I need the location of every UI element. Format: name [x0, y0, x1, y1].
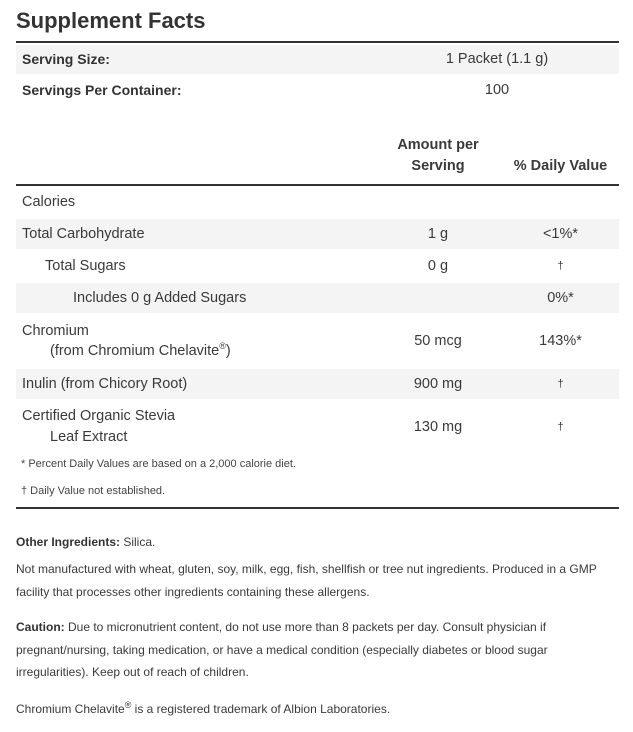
- column-header-row: [16, 135, 619, 181]
- trademark-notice: Chromium Chelavite® is a registered trademark of Albion Laboratories.: [16, 700, 391, 716]
- nutrient-daily-value: †: [557, 421, 564, 433]
- amount-per-serving-header: [374, 135, 502, 177]
- nutrient-name: Total Carbohydrate: [22, 226, 145, 242]
- nutrient-name: Includes 0 g Added Sugars: [73, 290, 247, 306]
- nutrient-daily-value: 0%*: [547, 290, 574, 306]
- nutrient-name: Chromium: [22, 323, 89, 339]
- nutrient-daily-value: 143%*: [539, 333, 582, 349]
- serving-size-value: 1 Packet (1.1 g): [445, 51, 549, 67]
- header-rule: [16, 184, 619, 186]
- nutrient-row: [16, 316, 619, 366]
- nutrient-amount: 1 g: [427, 226, 449, 242]
- registered-mark: ®: [124, 700, 132, 710]
- footnote-daily-value-not-established: † Daily Value not established.: [21, 485, 166, 497]
- caution-label: Caution:: [16, 620, 65, 634]
- servings-per-container-row: [16, 76, 619, 105]
- registered-mark: ®: [219, 341, 226, 352]
- amount-header-line1: Amount per: [397, 137, 479, 153]
- nutrient-row: [16, 219, 619, 249]
- serving-size-row: [16, 45, 619, 74]
- servings-per-container-label: Servings Per Container:: [22, 82, 182, 98]
- nutrient-source: (from Chromium Chelavite®): [50, 341, 231, 359]
- nutrient-amount: 130 mg: [413, 419, 463, 435]
- nutrient-row: [16, 401, 619, 451]
- nutrient-daily-value: <1%*: [542, 226, 579, 242]
- other-ingredients-text: Silica.: [120, 535, 156, 549]
- nutrient-amount: 0 g: [427, 258, 449, 274]
- nutrient-name: Calories: [22, 194, 76, 210]
- nutrient-amount: 50 mcg: [414, 333, 462, 349]
- nutrient-row: [16, 283, 619, 313]
- footnote-percent-daily-value: * Percent Daily Values are based on a 2,000 calorie diet.: [21, 458, 296, 470]
- caution-statement: [16, 616, 616, 684]
- nutrient-amount: 900 mg: [413, 376, 463, 392]
- other-ingredients: [16, 531, 616, 554]
- other-ingredients-label: Other Ingredients:: [16, 535, 121, 549]
- nutrient-row: [16, 369, 619, 399]
- allergen-statement: Not manufactured with wheat, gluten, soy, milk, egg, fish, shellfish or tree nut ingredients. Produced in a GMP facility that processes other ingredients containing these allergens.: [16, 562, 597, 599]
- nutrient-row: [16, 187, 619, 217]
- nutrient-daily-value: †: [557, 260, 564, 272]
- title-rule: [16, 41, 619, 43]
- nutrient-source: Leaf Extract: [50, 429, 128, 445]
- panel-title: Supplement Facts: [16, 8, 206, 33]
- nutrient-name: Total Sugars: [45, 258, 126, 274]
- serving-size-label: Serving Size:: [22, 51, 110, 67]
- nutrient-daily-value: †: [557, 378, 564, 390]
- daily-value-header: % Daily Value: [513, 158, 608, 174]
- amount-header-line2: Serving: [411, 158, 465, 174]
- servings-per-container-value: 100: [484, 82, 510, 98]
- caution-text: Due to micronutrient content, do not use more than 8 packets per day. Consult physician if pregnant/nursing, taking medication, or have a medical condition (especially diabetes or blood sugar irregularities). Keep out of reach of children.: [16, 620, 548, 679]
- nutrient-name: Certified Organic Stevia: [22, 408, 176, 424]
- nutrient-row: [16, 251, 619, 281]
- panel-bottom-rule: [16, 507, 619, 509]
- nutrient-name: Inulin (from Chicory Root): [22, 376, 188, 392]
